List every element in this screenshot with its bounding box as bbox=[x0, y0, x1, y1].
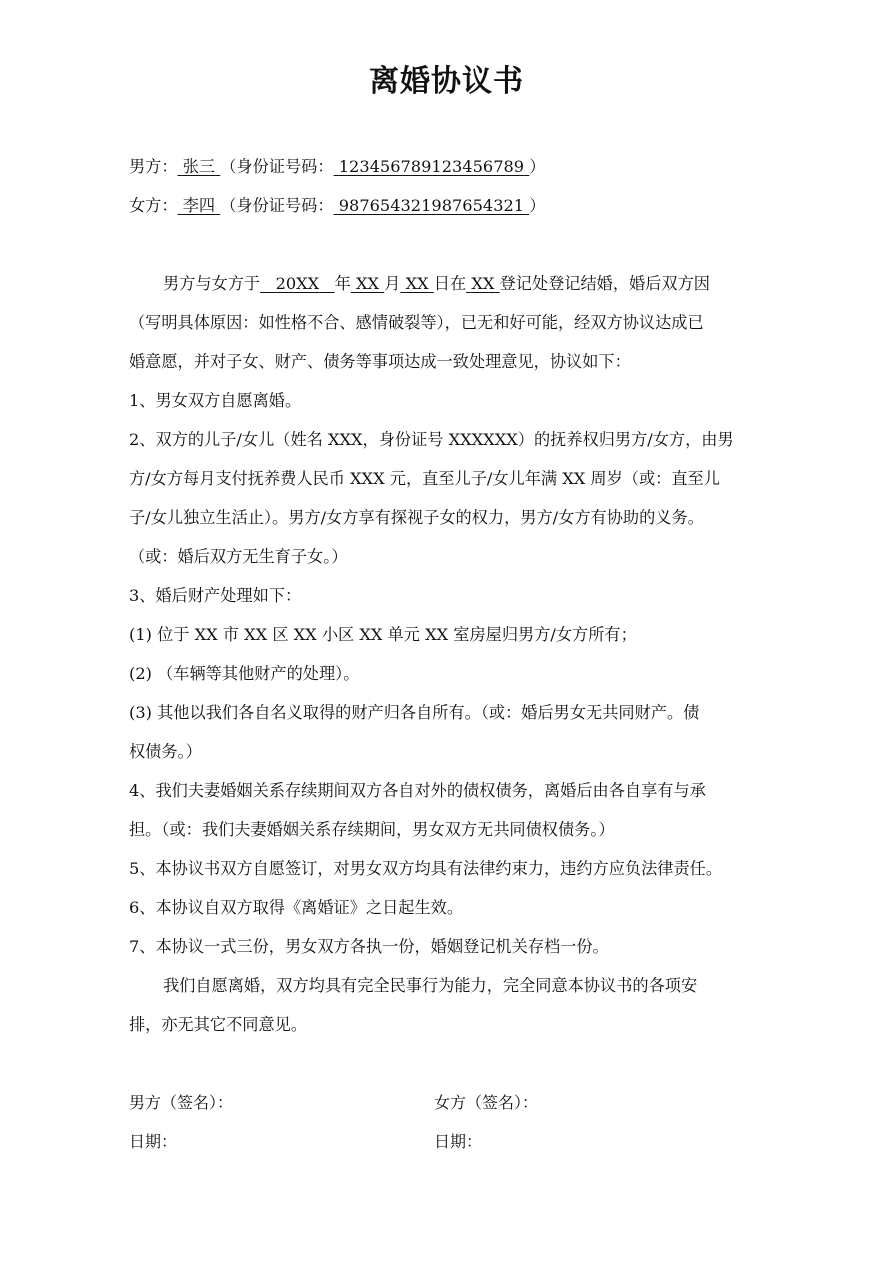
male-close: ） bbox=[529, 157, 546, 176]
intro-year-suffix: 年 bbox=[334, 274, 351, 293]
closing-line-2: 排，亦无其它不同意见。 bbox=[129, 1015, 308, 1034]
clause-line: 权债务。） bbox=[129, 742, 202, 761]
intro-line-3: 婚意愿，并对子女、财产、债务等事项达成一致处理意见，协议如下： bbox=[129, 352, 631, 371]
female-party-line bbox=[129, 195, 769, 217]
male-signature-label: 男方（签名）： bbox=[129, 1093, 234, 1112]
intro-year: 20XX bbox=[275, 274, 320, 293]
female-id-number: 987654321987654321 bbox=[338, 196, 525, 215]
male-name: 张三 bbox=[182, 157, 216, 176]
clause-line: 7、本协议一式三份，男女双方各执一份，婚姻登记机关存档一份。 bbox=[129, 937, 609, 956]
clause-line: 4、我们夫妻婚姻关系存续期间双方各自对外的债权债务，离婚后由各自享有与承 bbox=[129, 781, 706, 800]
intro-month-suffix: 月 bbox=[384, 274, 401, 293]
intro-line-1 bbox=[129, 273, 769, 295]
male-label: 男方： bbox=[129, 157, 178, 176]
clause-line: 担。（或：我们夫妻婚姻关系存续期间，男女双方无共同债权债务。） bbox=[129, 820, 615, 839]
female-name: 李四 bbox=[182, 196, 216, 215]
female-signature-label: 女方（签名）： bbox=[434, 1093, 539, 1112]
clause-line: 子/女儿独立生活止）。男方/女方享有探视子女的权力，男方/女方有协助的义务。 bbox=[129, 508, 704, 527]
clause-line: (1) 位于 XX 市 XX 区 XX 小区 XX 单元 XX 室房屋归男方/女方所有； bbox=[129, 625, 637, 644]
clause-line: 3、婚后财产处理如下： bbox=[129, 586, 302, 605]
closing-line-1: 我们自愿离婚，双方均具有完全民事行为能力，完全同意本协议书的各项安 bbox=[163, 976, 698, 995]
clause-line: 方/女方每月支付抚养费人民币 XXX 元，直至儿子/女儿年满 XX 周岁（或：直至儿 bbox=[129, 469, 720, 488]
male-id-label: （身份证号码： bbox=[220, 157, 334, 176]
intro-day-suffix: 日在 bbox=[433, 274, 467, 293]
male-party-line bbox=[129, 156, 769, 178]
clause-line: （或：婚后双方无生育子女。） bbox=[129, 547, 348, 566]
intro-day: XX bbox=[405, 274, 429, 293]
male-id-number: 123456789123456789 bbox=[338, 157, 525, 176]
clause-line: (2) （车辆等其他财产的处理）。 bbox=[129, 664, 360, 683]
clause-line: 6、本协议自双方取得《离婚证》之日起生效。 bbox=[129, 898, 464, 917]
intro-month: XX bbox=[356, 274, 380, 293]
clause-line: 2、双方的儿子/女儿（姓名 XXX，身份证号 XXXXXX）的抚养权归男方/女方，由男 bbox=[129, 430, 734, 449]
clause-line: 1、男女双方自愿离婚。 bbox=[129, 391, 302, 410]
clause-line: (3) 其他以我们各自名义取得的财产归各自所有。（或：婚后男女无共同财产。债 bbox=[129, 703, 700, 722]
female-id-label: （身份证号码： bbox=[220, 196, 334, 215]
female-date-label: 日期： bbox=[434, 1132, 483, 1151]
intro-place: XX bbox=[471, 274, 495, 293]
female-label: 女方： bbox=[129, 196, 178, 215]
document-title: 离婚协议书 bbox=[369, 64, 524, 99]
intro-rest: 登记处登记结婚，婚后双方因 bbox=[499, 274, 710, 293]
intro-line-2: （写明具体原因：如性格不合、感情破裂等），已无和好可能，经双方协议达成已 bbox=[129, 313, 704, 332]
intro-prefix: 男方与女方于 bbox=[163, 274, 261, 293]
male-date-label: 日期： bbox=[129, 1132, 178, 1151]
female-close: ） bbox=[529, 196, 546, 215]
clause-line: 5、本协议书双方自愿签订，对男女双方均具有法律约束力，违约方应负法律责任。 bbox=[129, 859, 723, 878]
